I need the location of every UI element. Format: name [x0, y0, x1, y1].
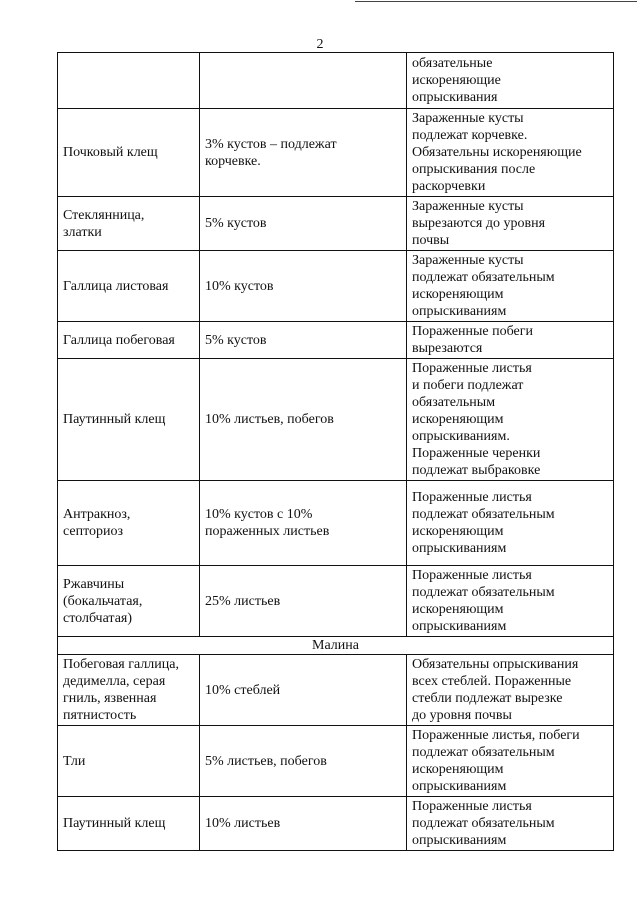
measures-cell: обязательные искореняющие опрыскивания [407, 53, 614, 109]
pest-cell: Паутинный клещ [58, 359, 200, 481]
threshold-cell: 5% листьев, побегов [200, 726, 407, 797]
measures-cell: Пораженные листья подлежат обязательным искореняющим опрыскиваниям [407, 566, 614, 637]
threshold-cell: 10% листьев, побегов [200, 359, 407, 481]
measures-cell: Зараженные кусты подлежат корчевке. Обязательны искореняющие опрыскивания после раскорчевки [407, 109, 614, 197]
table-row [58, 566, 614, 637]
pest-cell: Стеклянница, златки [58, 197, 200, 251]
table-row [58, 655, 614, 726]
table-row [58, 726, 614, 797]
threshold-cell: 10% кустов с 10% пораженных листьев [200, 481, 407, 566]
threshold-cell: 10% кустов [200, 251, 407, 322]
table-row [58, 359, 614, 481]
table-row [58, 322, 614, 359]
pest-cell: Галлица листовая [58, 251, 200, 322]
table-row [58, 481, 614, 566]
pest-cell: Паутинный клещ [58, 797, 200, 851]
threshold-cell: 25% листьев [200, 566, 407, 637]
table-row [58, 797, 614, 851]
table-row [58, 251, 614, 322]
table-row [58, 197, 614, 251]
pest-cell: Антракноз, септориоз [58, 481, 200, 566]
section-row [58, 637, 614, 655]
measures-cell: Зараженные кусты подлежат обязательным искореняющим опрыскиваниям [407, 251, 614, 322]
pest-cell: Почковый клещ [58, 109, 200, 197]
page-number: 2 [316, 37, 324, 52]
top-rule [355, 1, 637, 2]
measures-cell: Зараженные кусты вырезаются до уровня почвы [407, 197, 614, 251]
threshold-cell: 5% кустов [200, 197, 407, 251]
threshold-cell [200, 53, 407, 109]
table-row [58, 53, 614, 109]
threshold-cell: 5% кустов [200, 322, 407, 359]
measures-cell: Пораженные листья и побеги подлежат обязательным искореняющим опрыскиваниям. Пораженные черенки подлежат выбраковке [407, 359, 614, 481]
pest-cell: Ржавчины (бокальчатая, столбчатая) [58, 566, 200, 637]
section-title: Малина [58, 637, 614, 655]
measures-cell: Пораженные листья подлежат обязательным искореняющим опрыскиваниям [407, 481, 614, 566]
pest-cell: Галлица побеговая [58, 322, 200, 359]
measures-cell: Обязательны опрыскивания всех стеблей. Пораженные стебли подлежат вырезке до уровня почвы [407, 655, 614, 726]
table-row [58, 109, 614, 197]
pest-threshold-table [57, 52, 614, 851]
pest-cell: Побеговая галлица, дедимелла, серая гниль, язвенная пятнистость [58, 655, 200, 726]
threshold-cell: 10% листьев [200, 797, 407, 851]
threshold-cell: 10% стеблей [200, 655, 407, 726]
measures-cell: Пораженные побеги вырезаются [407, 322, 614, 359]
measures-cell: Пораженные листья подлежат обязательным опрыскиваниям [407, 797, 614, 851]
pest-cell [58, 53, 200, 109]
threshold-cell: 3% кустов – подлежат корчевке. [200, 109, 407, 197]
measures-cell: Пораженные листья, побеги подлежат обязательным искореняющим опрыскиваниям [407, 726, 614, 797]
pest-cell: Тли [58, 726, 200, 797]
